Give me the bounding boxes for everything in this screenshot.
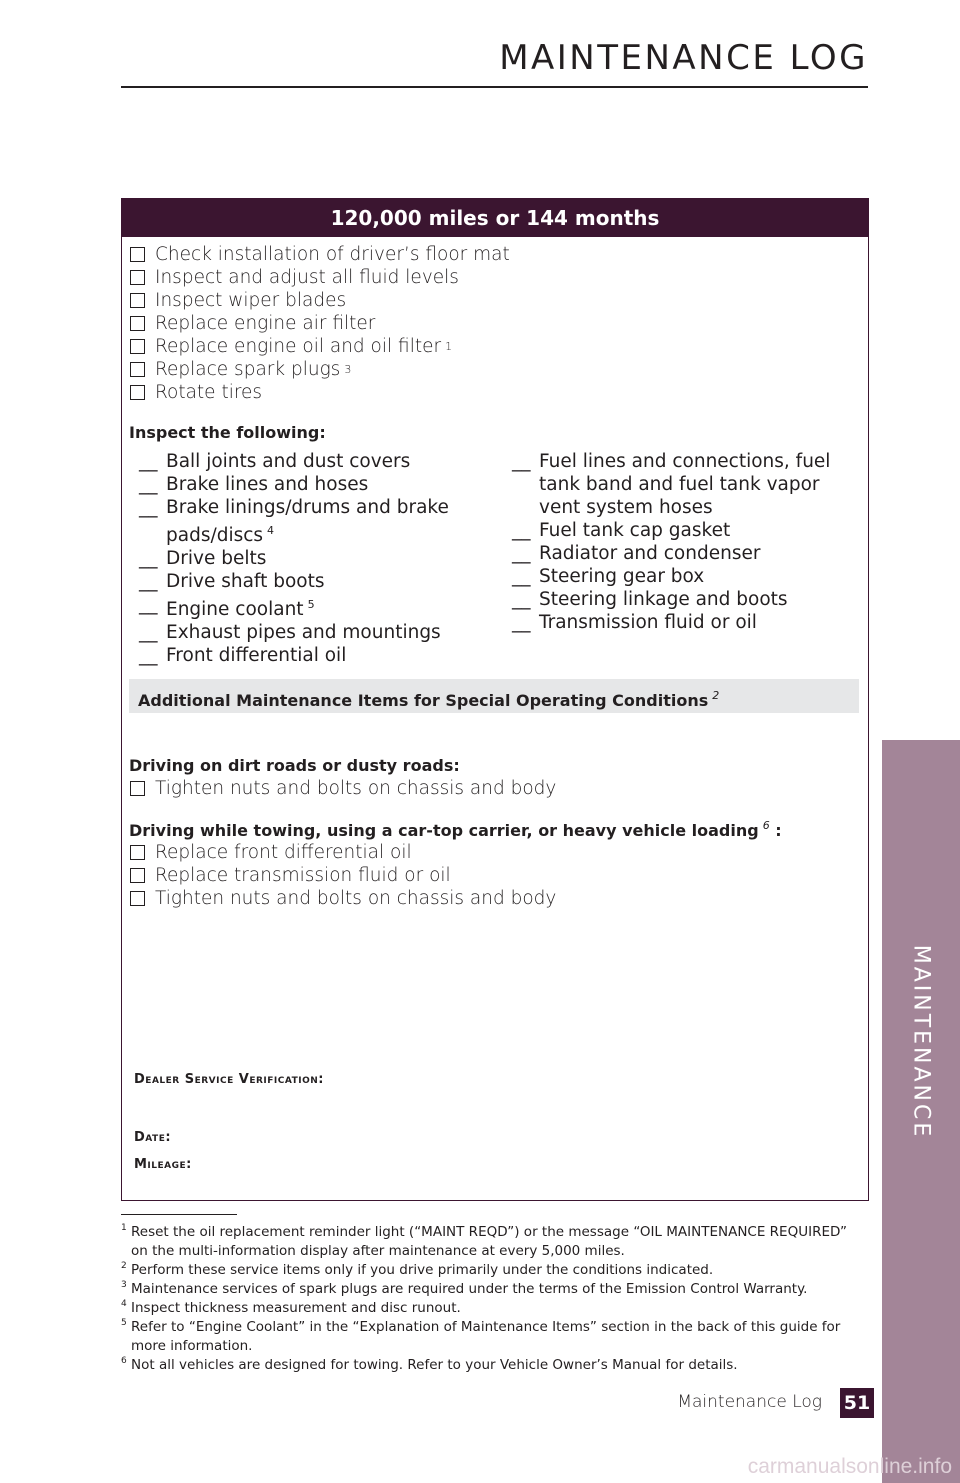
footnote-text: Refer to “Engine Coolant” in the “Explanation of Maintenance Items” section in the back of this guide for more information. — [131, 1319, 841, 1354]
inspect-item — [512, 588, 862, 611]
checklist-item — [130, 381, 510, 404]
footnote-number: 4 — [121, 1299, 127, 1309]
blank-line: __ — [139, 594, 158, 615]
footnote-number: 1 — [121, 1223, 127, 1233]
checkbox[interactable] — [130, 316, 145, 331]
inspect-list-left — [139, 450, 469, 667]
blank-line: __ — [512, 543, 531, 564]
checklist-item — [130, 312, 510, 335]
inspect-item-label: Exhaust pipes and mountings — [166, 622, 441, 643]
checklist-item-label: Replace engine oil and oil filter — [155, 336, 442, 357]
footnote-ref: 6 — [762, 819, 770, 832]
inspect-item-label: Steering linkage and boots — [539, 589, 788, 610]
dealer-verification-label: Dealer Service Verification: — [134, 1072, 325, 1087]
inspect-heading: Inspect the following: — [129, 423, 326, 442]
footnote-text: Not all vehicles are designed for towing. Refer to your Vehicle Owner’s Manual for details. — [131, 1357, 738, 1373]
watermark: carmanualsonline.info — [747, 1455, 952, 1478]
checklist-item-label: Replace spark plugs — [155, 359, 341, 380]
inspect-item — [512, 565, 862, 588]
footnote — [121, 1223, 861, 1261]
service-checklist — [130, 243, 510, 404]
footnote-ref: 4 — [267, 524, 275, 537]
footnote — [121, 1318, 861, 1356]
inspect-item-label: Fuel lines and connections, fuel tank band and fuel tank vapor vent system hoses — [539, 451, 831, 518]
towing-checklist — [130, 841, 556, 910]
inspect-item-label: Transmission fluid or oil — [539, 612, 757, 633]
footnote-ref: 5 — [307, 598, 315, 611]
footnote — [121, 1261, 861, 1280]
checklist-item-label: Inspect and adjust all fluid levels — [155, 267, 459, 288]
towing-heading-text: Driving while towing, using a car-top carrier, or heavy vehicle loading — [129, 821, 759, 840]
checkbox[interactable] — [130, 845, 145, 860]
footnote-text: Inspect thickness measurement and disc runout. — [131, 1300, 461, 1316]
checklist-item — [130, 243, 510, 266]
footnote-ref: 3 — [344, 363, 352, 376]
footnote-number: 3 — [121, 1280, 127, 1290]
inspect-item — [139, 621, 469, 644]
inspect-item — [139, 644, 469, 667]
footnote — [121, 1280, 861, 1299]
footnote-text: Reset the oil replacement reminder light (“MAINT REQD”) or the message “OIL MAINTENANCE REQUIRED” on the multi-information display after maintenance at every 5,000 miles. — [131, 1224, 848, 1259]
special-conditions-heading: Additional Maintenance Items for Special Operating Conditions — [138, 691, 709, 710]
header-rule — [121, 86, 868, 88]
checklist-item — [130, 841, 556, 864]
footnote-number: 2 — [121, 1261, 127, 1271]
blank-line: __ — [139, 622, 158, 643]
inspect-item-label: Drive belts — [166, 548, 267, 569]
checklist-item-label: Replace front differential oil — [155, 842, 412, 863]
checklist-item-label: Replace engine air filter — [155, 313, 376, 334]
dirt-roads-heading: Driving on dirt roads or dusty roads: — [129, 756, 460, 775]
checklist-item-label: Tighten nuts and bolts on chassis and body — [155, 888, 557, 909]
footnote-rule — [121, 1214, 237, 1215]
checkbox[interactable] — [130, 781, 145, 796]
checkbox[interactable] — [130, 293, 145, 308]
inspect-item — [139, 473, 469, 496]
footnote-number: 5 — [121, 1318, 127, 1328]
inspect-item-label: Drive shaft boots — [166, 571, 325, 592]
inspect-item — [512, 519, 862, 542]
blank-line: __ — [139, 548, 158, 569]
date-label: Date: — [134, 1130, 172, 1145]
inspect-item-label: Front differential oil — [166, 645, 347, 666]
checklist-item — [130, 266, 510, 289]
special-conditions-bar — [129, 679, 859, 713]
inspect-item — [512, 542, 862, 565]
inspect-item-label: Brake linings/drums and brake pads/discs — [166, 497, 449, 546]
inspect-item-label: Ball joints and dust covers — [166, 451, 411, 472]
inspect-item-label: Radiator and condenser — [539, 543, 761, 564]
checklist-item — [130, 777, 556, 800]
page-number: 51 — [840, 1388, 874, 1418]
inspect-item — [139, 570, 469, 593]
footnote-ref: 2 — [712, 689, 720, 702]
checkbox[interactable] — [130, 339, 145, 354]
blank-line: __ — [139, 451, 158, 472]
checklist-item — [130, 358, 510, 381]
checkbox[interactable] — [130, 891, 145, 906]
checklist-item-label: Replace transmission fluid or oil — [155, 865, 451, 886]
inspect-item — [139, 450, 469, 473]
inspect-item — [139, 593, 469, 621]
inspect-item-label: Engine coolant — [166, 599, 304, 620]
inspect-item — [512, 450, 862, 519]
interval-title: 120,000 miles or 144 months — [122, 199, 868, 237]
checklist-item — [130, 887, 556, 910]
section-side-tab-label: MAINTENANCE — [908, 944, 934, 1140]
checklist-item — [130, 864, 556, 887]
inspect-item-label: Brake lines and hoses — [166, 474, 369, 495]
maintenance-interval-box — [121, 198, 869, 1201]
checklist-item-label: Rotate tires — [155, 382, 263, 403]
footnote-text: Maintenance services of spark plugs are required under the terms of the Emission Control Warranty. — [131, 1281, 808, 1297]
checklist-item-label: Check installation of driver’s floor mat — [155, 244, 510, 265]
blank-line: __ — [139, 571, 158, 592]
section-side-tab — [882, 740, 960, 1483]
footnote-text: Perform these service items only if you drive primarily under the conditions indicated. — [131, 1262, 714, 1278]
blank-line: __ — [139, 645, 158, 666]
inspect-item — [139, 496, 469, 547]
checkbox[interactable] — [130, 868, 145, 883]
inspect-item — [139, 547, 469, 570]
checklist-item-label: Inspect wiper blades — [155, 290, 347, 311]
footnote — [121, 1356, 861, 1375]
blank-line: __ — [139, 497, 158, 518]
footer-section-title: Maintenance Log — [677, 1392, 822, 1412]
blank-line: __ — [139, 474, 158, 495]
footnote-ref: 1 — [445, 340, 453, 353]
checkbox[interactable] — [130, 385, 145, 400]
checkbox[interactable] — [130, 362, 145, 377]
checklist-item — [130, 289, 510, 312]
checkbox[interactable] — [130, 270, 145, 285]
blank-line: __ — [512, 566, 531, 587]
blank-line: __ — [512, 520, 531, 541]
checkbox[interactable] — [130, 247, 145, 262]
inspect-item-label: Fuel tank cap gasket — [539, 520, 731, 541]
checklist-item — [130, 335, 510, 358]
footnotes — [121, 1223, 861, 1375]
inspect-item — [512, 611, 862, 634]
towing-heading-suffix: : — [769, 821, 782, 840]
page-header-title: MAINTENANCE LOG — [499, 38, 868, 78]
inspect-item-label: Steering gear box — [539, 566, 705, 587]
inspect-list-right — [512, 450, 862, 634]
footnote-number: 6 — [121, 1356, 127, 1366]
towing-heading — [129, 819, 782, 840]
blank-line: __ — [512, 451, 531, 472]
footnote — [121, 1299, 861, 1318]
dirt-roads-checklist — [130, 777, 556, 800]
checklist-item-label: Tighten nuts and bolts on chassis and body — [155, 778, 557, 799]
blank-line: __ — [512, 612, 531, 633]
mileage-label: Mileage: — [134, 1157, 192, 1172]
blank-line: __ — [512, 589, 531, 610]
